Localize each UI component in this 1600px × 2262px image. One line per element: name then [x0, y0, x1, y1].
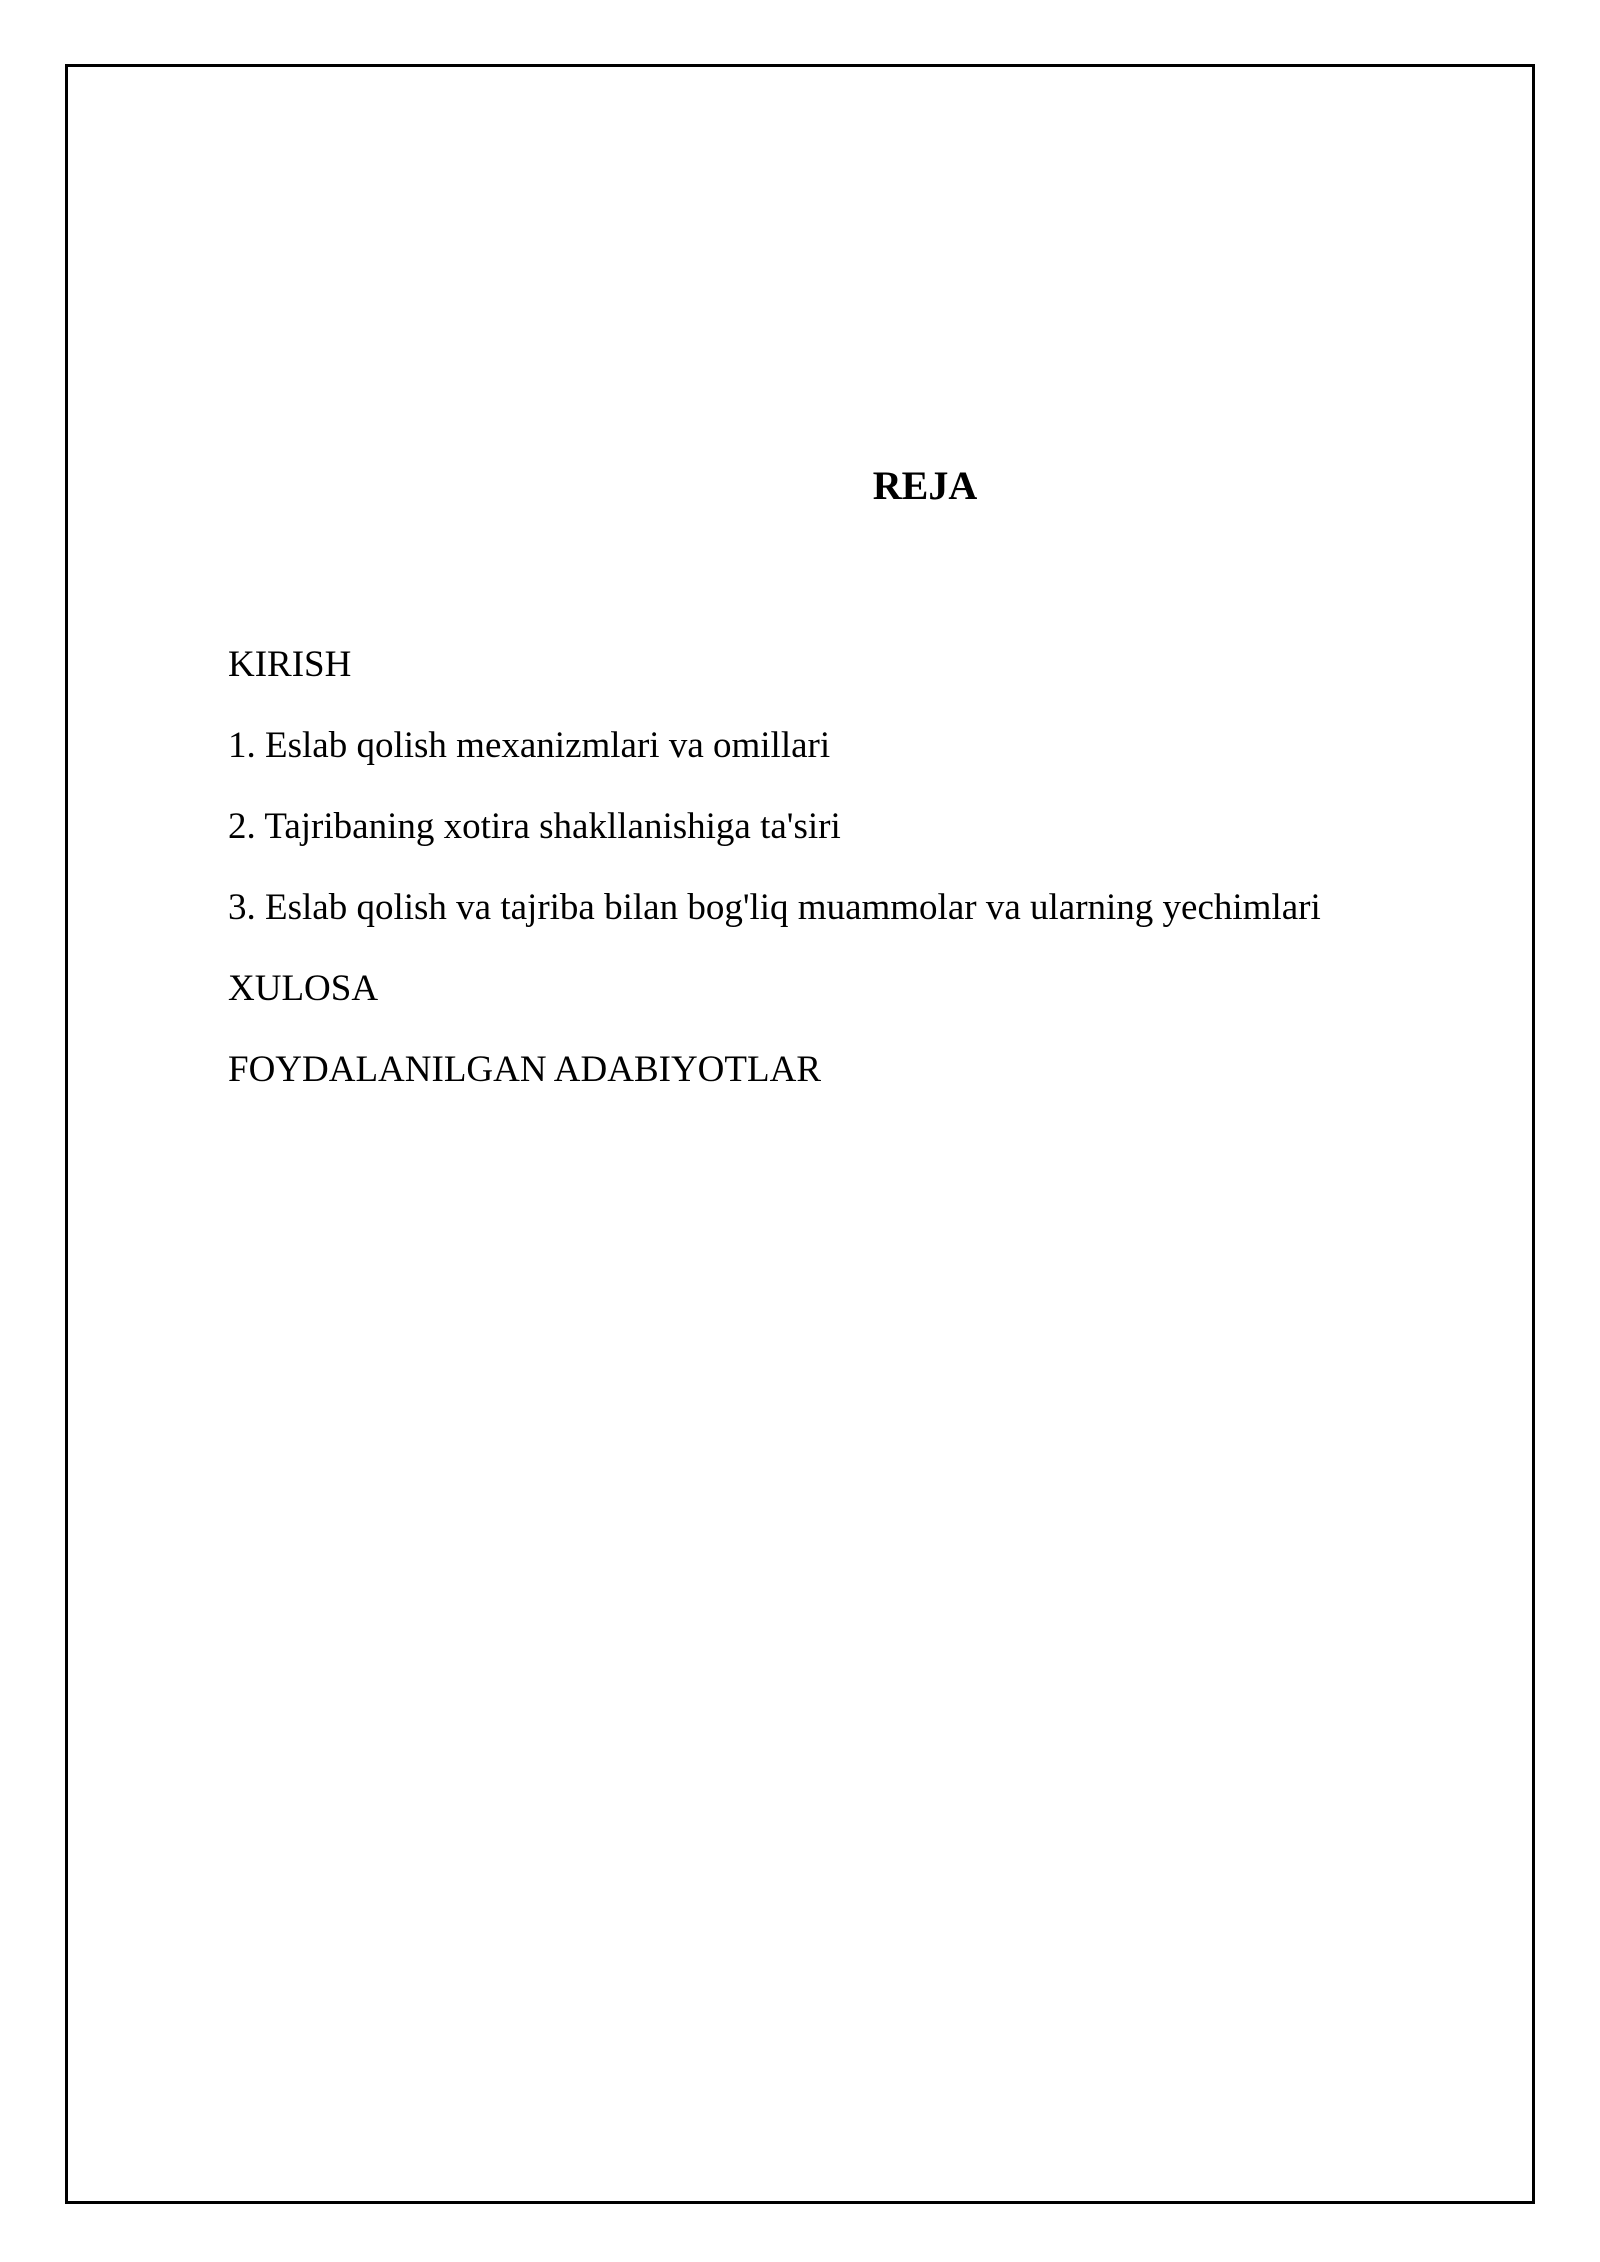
plan-item-conclusion: XULOSA	[228, 968, 379, 1009]
plan-item-references: FOYDALANILGAN ADABIYOTLAR	[228, 1049, 821, 1090]
plan-list	[228, 643, 1321, 1129]
plan-item-chapter-1: 1. Eslab qolish mexanizmlari va omillari	[228, 725, 831, 766]
page-title: REJA	[872, 463, 978, 508]
page-border-frame	[65, 64, 1535, 2204]
plan-item-chapter-2: 2. Tajribaning xotira shakllanishiga ta'siri	[228, 806, 841, 847]
plan-item-chapter-3: 3. Eslab qolish va tajriba bilan bog'liq muammolar va ularning yechimlari	[228, 887, 1321, 928]
plan-item-introduction: KIRISH	[228, 644, 352, 685]
